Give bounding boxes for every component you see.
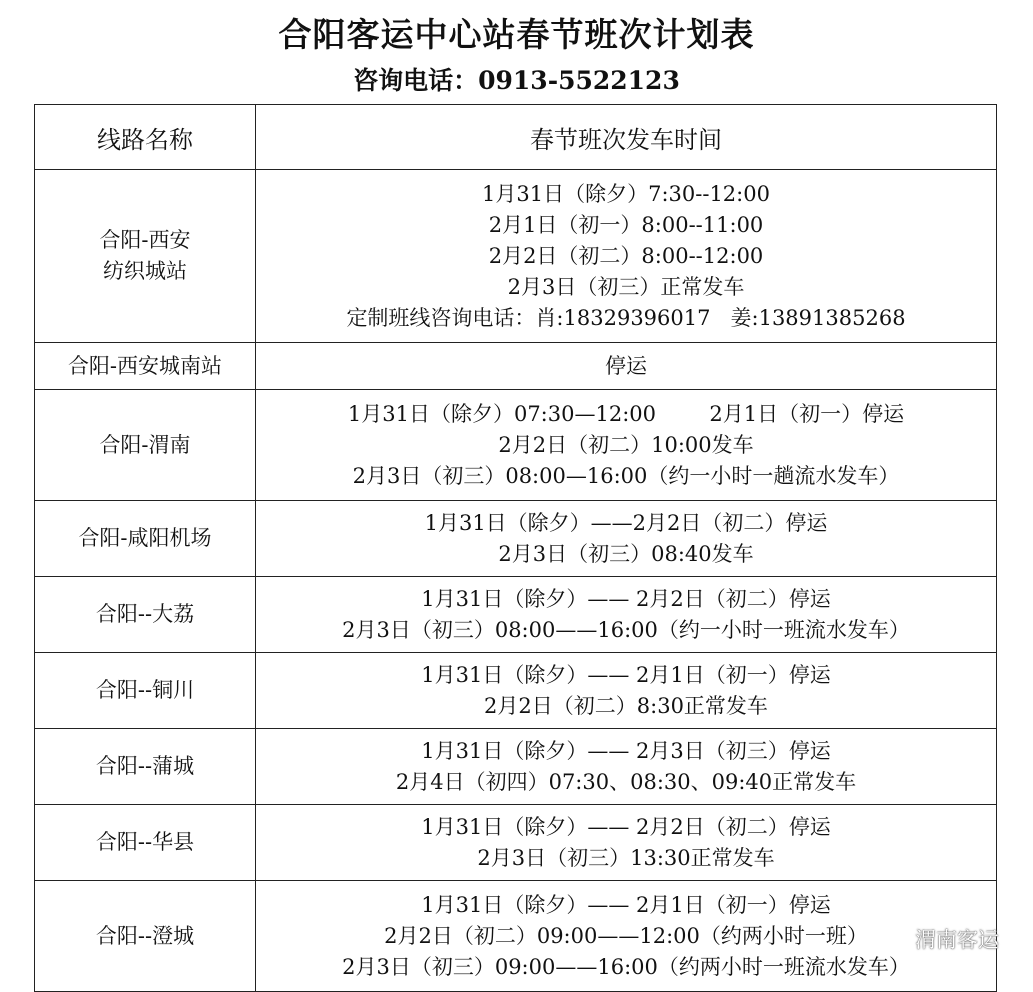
route-name: 合阳--蒲城	[95, 754, 195, 778]
route-name: 合阳-西安城南站	[67, 353, 223, 378]
time-line: 1月31日（除夕）—— 2月1日（初一）停运	[421, 662, 831, 687]
route-name: 纺织城站	[103, 259, 187, 283]
departure-times-cell	[256, 653, 997, 729]
route-name: 合阳-咸阳机场	[78, 526, 212, 550]
route-name-cell	[35, 653, 256, 729]
time-line: 1月31日（除夕）07:30—12:00 2月1日（初一）停运	[347, 401, 905, 426]
table-row	[35, 653, 997, 729]
time-line: 2月3日（初三）08:40发车	[498, 541, 754, 566]
route-name: 合阳--华县	[95, 830, 195, 854]
time-line: 2月2日（初二）8:30正常发车	[484, 693, 768, 718]
route-name-cell	[35, 729, 256, 805]
departure-times-cell	[256, 501, 997, 577]
route-name: 合阳--大荔	[95, 602, 195, 626]
time-line: 2月1日（初一）8:00--11:00	[488, 212, 764, 237]
table-header-row	[35, 105, 997, 170]
departure-times-cell	[256, 805, 997, 881]
departure-times-cell	[256, 729, 997, 805]
route-name-cell	[35, 343, 256, 390]
time-line: 1月31日（除夕）—— 2月2日（初二）停运	[421, 586, 831, 611]
consult-phone: 咨询电话：0913-5522123	[353, 66, 680, 95]
time-line: 1月31日（除夕）——2月2日（初二）停运	[424, 510, 828, 535]
route-name-cell	[35, 805, 256, 881]
route-name-cell	[35, 881, 256, 992]
time-line: 2月2日（初二）10:00发车	[498, 432, 754, 457]
table-row	[35, 390, 997, 501]
time-line: 1月31日（除夕）7:30--12:00	[482, 181, 770, 206]
route-name: 合阳-渭南	[99, 432, 191, 457]
route-name: 合阳--铜川	[95, 678, 195, 702]
time-line: 2月3日（初三）正常发车	[507, 274, 745, 299]
table-row	[35, 881, 997, 992]
table-row	[35, 343, 997, 390]
time-line: 2月4日（初四）07:30、08:30、09:40正常发车	[395, 769, 857, 794]
watermark	[883, 924, 999, 954]
departure-times-cell	[256, 577, 997, 653]
time-line: 2月2日（初二）09:00——12:00（约两小时一班）	[384, 923, 868, 948]
table-row	[35, 170, 997, 343]
time-line: 2月3日（初三）08:00——16:00（约一小时一班流水发车）	[342, 617, 910, 642]
time-line: 2月3日（初三）08:00—16:00（约一小时一趟流水发车）	[352, 463, 900, 488]
route-name: 合阳--澄城	[95, 923, 195, 948]
table-row	[35, 577, 997, 653]
route-name: 合阳-西安	[99, 228, 191, 252]
departure-times-cell	[256, 170, 997, 343]
schedule-table	[34, 104, 997, 992]
wechat-icon	[883, 928, 909, 950]
table-row	[35, 805, 997, 881]
watermark-text: 渭南客运	[915, 928, 999, 952]
route-name-cell	[35, 577, 256, 653]
time-line: 2月3日（初三）09:00——16:00（约两小时一班流水发车）	[342, 954, 910, 979]
page-title: 合阳客运中心站春节班次计划表	[278, 15, 755, 54]
time-line: 2月3日（初三）13:30正常发车	[477, 845, 775, 870]
time-line: 停运	[605, 353, 647, 378]
header-route-name: 线路名称	[35, 105, 256, 170]
route-name-cell	[35, 501, 256, 577]
time-line: 2月2日（初二）8:00--12:00	[488, 243, 764, 268]
table-row	[35, 729, 997, 805]
departure-times-cell	[256, 390, 997, 501]
route-name-cell	[35, 170, 256, 343]
time-line: 1月31日（除夕）—— 2月3日（初三）停运	[421, 738, 831, 763]
custom-line-phone: 定制班线咨询电话：肖:18329396017 姜:13891385268	[346, 305, 906, 330]
header-departure-times: 春节班次发车时间	[256, 105, 997, 170]
route-name-cell	[35, 390, 256, 501]
time-line: 1月31日（除夕）—— 2月1日（初一）停运	[421, 892, 831, 917]
time-line: 1月31日（除夕）—— 2月2日（初二）停运	[421, 814, 831, 839]
departure-times-cell	[256, 343, 997, 390]
table-row	[35, 501, 997, 577]
